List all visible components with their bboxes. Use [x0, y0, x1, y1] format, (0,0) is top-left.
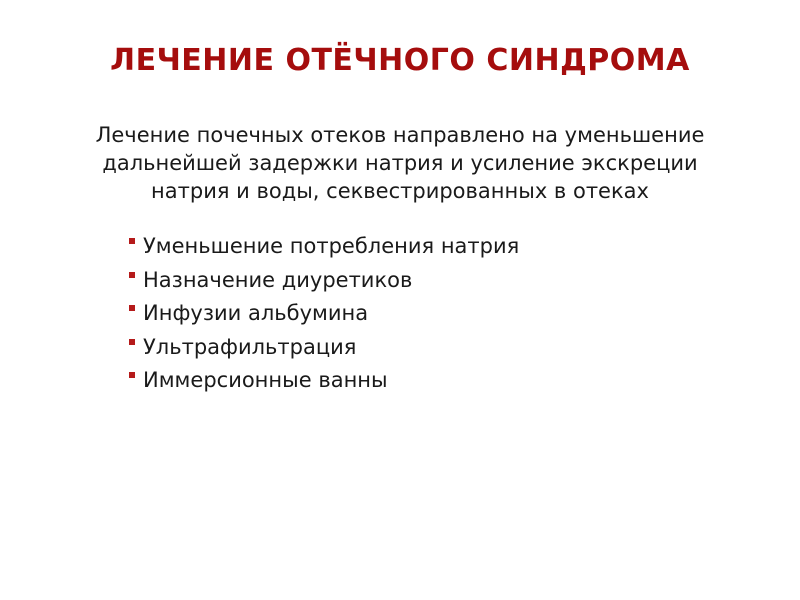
bullet-item: [129, 267, 749, 293]
bullet-item: [129, 300, 749, 326]
bullet-text: Ультрафильтрация: [143, 334, 357, 359]
bullet-text: Инфузии альбумина: [143, 301, 369, 325]
intro-line: натрия и воды, секвестрированных в отеках: [151, 179, 649, 203]
bullet-list: [129, 233, 749, 401]
square-bullet-icon: [129, 305, 135, 311]
slide-title: ЛЕЧЕНИЕ ОТЁЧНОГО СИНДРОМА: [110, 43, 690, 78]
bullet-text: Уменьшение потребления натрия: [143, 234, 520, 258]
intro-line: дальнейшей задержки натрия и усиление экскреции: [102, 151, 698, 175]
intro-line: Лечение почечных отеков направлено на уменьшение: [95, 123, 705, 147]
bullet-text: Иммерсионные ванны: [143, 368, 388, 392]
square-bullet-icon: [129, 372, 135, 378]
bullet-item: [129, 367, 749, 393]
square-bullet-icon: [129, 339, 135, 345]
square-bullet-icon: [129, 238, 135, 244]
intro-paragraph: [40, 121, 760, 205]
bullet-item: [129, 334, 749, 360]
bullet-text: Назначение диуретиков: [143, 267, 413, 292]
square-bullet-icon: [129, 272, 135, 278]
bullet-item: [129, 233, 749, 259]
